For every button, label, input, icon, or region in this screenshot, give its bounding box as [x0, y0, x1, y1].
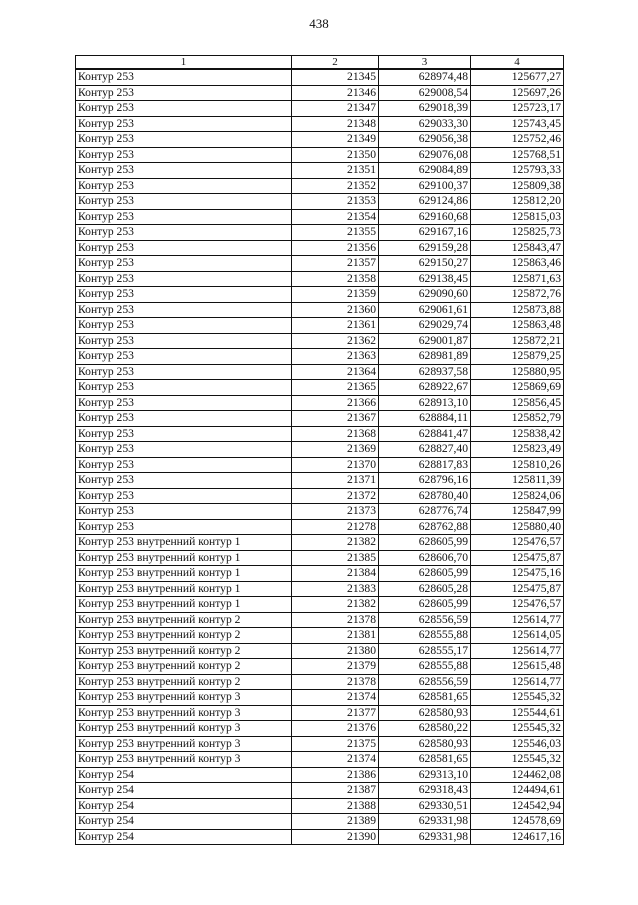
- column-header-4: 4: [471, 56, 564, 70]
- table-row: [76, 705, 564, 721]
- x-coordinate-cell: 628884,11: [379, 411, 471, 427]
- x-coordinate-cell: 628606,70: [379, 550, 471, 566]
- point-number-cell: 21380: [292, 643, 379, 659]
- table-row: [76, 581, 564, 597]
- y-coordinate-cell: 125476,57: [471, 597, 564, 613]
- point-number-cell: 21375: [292, 736, 379, 752]
- point-number-cell: 21353: [292, 194, 379, 210]
- contour-name-cell: Контур 253 внутренний контур 3: [76, 705, 292, 721]
- contour-name-cell: Контур 253 внутренний контур 3: [76, 721, 292, 737]
- table-row: [76, 194, 564, 210]
- y-coordinate-cell: 125856,45: [471, 395, 564, 411]
- point-number-cell: 21352: [292, 178, 379, 194]
- x-coordinate-cell: 628605,99: [379, 566, 471, 582]
- y-coordinate-cell: 125869,69: [471, 380, 564, 396]
- x-coordinate-cell: 628580,93: [379, 736, 471, 752]
- table-row: [76, 380, 564, 396]
- table-row: [76, 798, 564, 814]
- contour-name-cell: Контур 253: [76, 457, 292, 473]
- x-coordinate-cell: 628581,65: [379, 690, 471, 706]
- contour-name-cell: Контур 253 внутренний контур 3: [76, 736, 292, 752]
- table-row: [76, 256, 564, 272]
- table-row: [76, 395, 564, 411]
- point-number-cell: 21386: [292, 767, 379, 783]
- y-coordinate-cell: 125880,95: [471, 364, 564, 380]
- x-coordinate-cell: 629061,61: [379, 302, 471, 318]
- y-coordinate-cell: 124542,94: [471, 798, 564, 814]
- y-coordinate-cell: 125545,32: [471, 752, 564, 768]
- y-coordinate-cell: 124462,08: [471, 767, 564, 783]
- x-coordinate-cell: 629018,39: [379, 101, 471, 117]
- table-row: [76, 225, 564, 241]
- contour-name-cell: Контур 253: [76, 504, 292, 520]
- table-row: [76, 628, 564, 644]
- point-number-cell: 21346: [292, 85, 379, 101]
- y-coordinate-cell: 125723,17: [471, 101, 564, 117]
- x-coordinate-cell: 628555,17: [379, 643, 471, 659]
- y-coordinate-cell: 125793,33: [471, 163, 564, 179]
- contour-name-cell: Контур 253: [76, 411, 292, 427]
- contour-name-cell: Контур 253: [76, 209, 292, 225]
- y-coordinate-cell: 125863,46: [471, 256, 564, 272]
- y-coordinate-cell: 125614,77: [471, 674, 564, 690]
- point-number-cell: 21360: [292, 302, 379, 318]
- y-coordinate-cell: 125546,03: [471, 736, 564, 752]
- y-coordinate-cell: 125677,27: [471, 69, 564, 85]
- x-coordinate-cell: 629138,45: [379, 271, 471, 287]
- table-row: [76, 457, 564, 473]
- contour-name-cell: Контур 253: [76, 178, 292, 194]
- table-body: [76, 69, 564, 845]
- x-coordinate-cell: 628581,65: [379, 752, 471, 768]
- point-number-cell: 21366: [292, 395, 379, 411]
- contour-name-cell: Контур 254: [76, 767, 292, 783]
- x-coordinate-cell: 628913,10: [379, 395, 471, 411]
- point-number-cell: 21376: [292, 721, 379, 737]
- x-coordinate-cell: 628605,99: [379, 597, 471, 613]
- table-header: [76, 56, 564, 70]
- table-row: [76, 116, 564, 132]
- table-row: [76, 349, 564, 365]
- y-coordinate-cell: 125812,20: [471, 194, 564, 210]
- point-number-cell: 21388: [292, 798, 379, 814]
- point-number-cell: 21379: [292, 659, 379, 675]
- point-number-cell: 21358: [292, 271, 379, 287]
- x-coordinate-cell: 629029,74: [379, 318, 471, 334]
- contour-name-cell: Контур 253: [76, 256, 292, 272]
- y-coordinate-cell: 124494,61: [471, 783, 564, 799]
- x-coordinate-cell: 628605,28: [379, 581, 471, 597]
- point-number-cell: 21364: [292, 364, 379, 380]
- point-number-cell: 21374: [292, 690, 379, 706]
- point-number-cell: 21390: [292, 829, 379, 845]
- x-coordinate-cell: 629159,28: [379, 240, 471, 256]
- point-number-cell: 21347: [292, 101, 379, 117]
- x-coordinate-cell: 628555,88: [379, 659, 471, 675]
- contour-name-cell: Контур 253: [76, 163, 292, 179]
- x-coordinate-cell: 629330,51: [379, 798, 471, 814]
- table-row: [76, 519, 564, 535]
- x-coordinate-cell: 628762,88: [379, 519, 471, 535]
- point-number-cell: 21361: [292, 318, 379, 334]
- contour-name-cell: Контур 253: [76, 69, 292, 85]
- table-row: [76, 736, 564, 752]
- coordinates-table: [75, 55, 564, 845]
- point-number-cell: 21389: [292, 814, 379, 830]
- point-number-cell: 21368: [292, 426, 379, 442]
- y-coordinate-cell: 125810,26: [471, 457, 564, 473]
- table-row: [76, 767, 564, 783]
- table-row: [76, 659, 564, 675]
- table-row: [76, 163, 564, 179]
- y-coordinate-cell: 125545,32: [471, 690, 564, 706]
- contour-name-cell: Контур 253: [76, 473, 292, 489]
- table-row: [76, 271, 564, 287]
- x-coordinate-cell: 629167,16: [379, 225, 471, 241]
- x-coordinate-cell: 629008,54: [379, 85, 471, 101]
- x-coordinate-cell: 628580,22: [379, 721, 471, 737]
- y-coordinate-cell: 125614,05: [471, 628, 564, 644]
- point-number-cell: 21363: [292, 349, 379, 365]
- x-coordinate-cell: 628580,93: [379, 705, 471, 721]
- x-coordinate-cell: 629076,08: [379, 147, 471, 163]
- x-coordinate-cell: 628841,47: [379, 426, 471, 442]
- point-number-cell: 21381: [292, 628, 379, 644]
- y-coordinate-cell: 125544,61: [471, 705, 564, 721]
- contour-name-cell: Контур 253: [76, 349, 292, 365]
- contour-name-cell: Контур 253 внутренний контур 3: [76, 752, 292, 768]
- table-row: [76, 287, 564, 303]
- x-coordinate-cell: 628974,48: [379, 69, 471, 85]
- table-row: [76, 721, 564, 737]
- y-coordinate-cell: 125838,42: [471, 426, 564, 442]
- contour-name-cell: Контур 254: [76, 783, 292, 799]
- contour-name-cell: Контур 253 внутренний контур 2: [76, 659, 292, 675]
- x-coordinate-cell: 629033,30: [379, 116, 471, 132]
- contour-name-cell: Контур 253 внутренний контур 1: [76, 535, 292, 551]
- contour-name-cell: Контур 254: [76, 814, 292, 830]
- table-row: [76, 674, 564, 690]
- table-row: [76, 566, 564, 582]
- y-coordinate-cell: 125615,48: [471, 659, 564, 675]
- point-number-cell: 21383: [292, 581, 379, 597]
- x-coordinate-cell: 628780,40: [379, 488, 471, 504]
- table-row: [76, 690, 564, 706]
- x-coordinate-cell: 628796,16: [379, 473, 471, 489]
- x-coordinate-cell: 629084,89: [379, 163, 471, 179]
- table-row: [76, 101, 564, 117]
- point-number-cell: 21372: [292, 488, 379, 504]
- contour-name-cell: Контур 253: [76, 318, 292, 334]
- point-number-cell: 21359: [292, 287, 379, 303]
- contour-name-cell: Контур 253 внутренний контур 1: [76, 566, 292, 582]
- contour-name-cell: Контур 253 внутренний контур 2: [76, 674, 292, 690]
- contour-name-cell: Контур 253: [76, 442, 292, 458]
- point-number-cell: 21367: [292, 411, 379, 427]
- x-coordinate-cell: 629318,43: [379, 783, 471, 799]
- x-coordinate-cell: 628776,74: [379, 504, 471, 520]
- contour-name-cell: Контур 253: [76, 147, 292, 163]
- x-coordinate-cell: 629331,98: [379, 814, 471, 830]
- x-coordinate-cell: 629331,98: [379, 829, 471, 845]
- point-number-cell: 21369: [292, 442, 379, 458]
- y-coordinate-cell: 125872,21: [471, 333, 564, 349]
- y-coordinate-cell: 125614,77: [471, 612, 564, 628]
- y-coordinate-cell: 125815,03: [471, 209, 564, 225]
- x-coordinate-cell: 629056,38: [379, 132, 471, 148]
- table-row: [76, 473, 564, 489]
- table-row: [76, 240, 564, 256]
- y-coordinate-cell: 125475,87: [471, 550, 564, 566]
- x-coordinate-cell: 628605,99: [379, 535, 471, 551]
- y-coordinate-cell: 124617,16: [471, 829, 564, 845]
- table-row: [76, 132, 564, 148]
- contour-name-cell: Контур 253: [76, 240, 292, 256]
- y-coordinate-cell: 125614,77: [471, 643, 564, 659]
- y-coordinate-cell: 125847,99: [471, 504, 564, 520]
- y-coordinate-cell: 125697,26: [471, 85, 564, 101]
- header-row: [76, 56, 564, 70]
- point-number-cell: 21348: [292, 116, 379, 132]
- point-number-cell: 21378: [292, 612, 379, 628]
- contour-name-cell: Контур 253: [76, 395, 292, 411]
- point-number-cell: 21373: [292, 504, 379, 520]
- contour-name-cell: Контур 253: [76, 488, 292, 504]
- contour-name-cell: Контур 254: [76, 829, 292, 845]
- contour-name-cell: Контур 253: [76, 364, 292, 380]
- contour-name-cell: Контур 253: [76, 101, 292, 117]
- x-coordinate-cell: 628556,59: [379, 674, 471, 690]
- point-number-cell: 21378: [292, 674, 379, 690]
- x-coordinate-cell: 629090,60: [379, 287, 471, 303]
- point-number-cell: 21382: [292, 597, 379, 613]
- contour-name-cell: Контур 253: [76, 426, 292, 442]
- y-coordinate-cell: 125825,73: [471, 225, 564, 241]
- x-coordinate-cell: 629001,87: [379, 333, 471, 349]
- x-coordinate-cell: 629160,68: [379, 209, 471, 225]
- x-coordinate-cell: 628817,83: [379, 457, 471, 473]
- contour-name-cell: Контур 253: [76, 225, 292, 241]
- point-number-cell: 21384: [292, 566, 379, 582]
- contour-name-cell: Контур 253 внутренний контур 2: [76, 643, 292, 659]
- y-coordinate-cell: 125872,76: [471, 287, 564, 303]
- contour-name-cell: Контур 254: [76, 798, 292, 814]
- column-header-1: 1: [76, 56, 292, 70]
- table-row: [76, 69, 564, 85]
- point-number-cell: 21345: [292, 69, 379, 85]
- point-number-cell: 21356: [292, 240, 379, 256]
- point-number-cell: 21349: [292, 132, 379, 148]
- y-coordinate-cell: 125852,79: [471, 411, 564, 427]
- table-row: [76, 318, 564, 334]
- table-row: [76, 302, 564, 318]
- point-number-cell: 21354: [292, 209, 379, 225]
- column-header-3: 3: [379, 56, 471, 70]
- y-coordinate-cell: 125879,25: [471, 349, 564, 365]
- table-row: [76, 829, 564, 845]
- table-row: [76, 783, 564, 799]
- table-row: [76, 597, 564, 613]
- point-number-cell: 21387: [292, 783, 379, 799]
- point-number-cell: 21362: [292, 333, 379, 349]
- y-coordinate-cell: 125843,47: [471, 240, 564, 256]
- y-coordinate-cell: 125873,88: [471, 302, 564, 318]
- point-number-cell: 21365: [292, 380, 379, 396]
- y-coordinate-cell: 125880,40: [471, 519, 564, 535]
- contour-name-cell: Контур 253 внутренний контур 1: [76, 550, 292, 566]
- contour-name-cell: Контур 253 внутренний контур 3: [76, 690, 292, 706]
- x-coordinate-cell: 628555,88: [379, 628, 471, 644]
- x-coordinate-cell: 629150,27: [379, 256, 471, 272]
- contour-name-cell: Контур 253 внутренний контур 1: [76, 597, 292, 613]
- contour-name-cell: Контур 253: [76, 194, 292, 210]
- table-row: [76, 411, 564, 427]
- y-coordinate-cell: 125824,06: [471, 488, 564, 504]
- contour-name-cell: Контур 253 внутренний контур 2: [76, 612, 292, 628]
- x-coordinate-cell: 628556,59: [379, 612, 471, 628]
- x-coordinate-cell: 628981,89: [379, 349, 471, 365]
- point-number-cell: 21382: [292, 535, 379, 551]
- contour-name-cell: Контур 253: [76, 132, 292, 148]
- y-coordinate-cell: 125823,49: [471, 442, 564, 458]
- y-coordinate-cell: 124578,69: [471, 814, 564, 830]
- point-number-cell: 21357: [292, 256, 379, 272]
- point-number-cell: 21371: [292, 473, 379, 489]
- x-coordinate-cell: 628937,58: [379, 364, 471, 380]
- y-coordinate-cell: 125768,51: [471, 147, 564, 163]
- x-coordinate-cell: 628827,40: [379, 442, 471, 458]
- contour-name-cell: Контур 253 внутренний контур 2: [76, 628, 292, 644]
- table-row: [76, 504, 564, 520]
- y-coordinate-cell: 125863,48: [471, 318, 564, 334]
- contour-name-cell: Контур 253: [76, 287, 292, 303]
- table-row: [76, 147, 564, 163]
- table-row: [76, 643, 564, 659]
- y-coordinate-cell: 125811,39: [471, 473, 564, 489]
- y-coordinate-cell: 125871,63: [471, 271, 564, 287]
- table-row: [76, 814, 564, 830]
- table-row: [76, 209, 564, 225]
- contour-name-cell: Контур 253: [76, 380, 292, 396]
- contour-name-cell: Контур 253: [76, 519, 292, 535]
- table-row: [76, 426, 564, 442]
- table-row: [76, 178, 564, 194]
- contour-name-cell: Контур 253: [76, 116, 292, 132]
- point-number-cell: 21374: [292, 752, 379, 768]
- table-row: [76, 442, 564, 458]
- table-row: [76, 535, 564, 551]
- table-row: [76, 333, 564, 349]
- x-coordinate-cell: 629313,10: [379, 767, 471, 783]
- point-number-cell: 21278: [292, 519, 379, 535]
- y-coordinate-cell: 125475,87: [471, 581, 564, 597]
- point-number-cell: 21350: [292, 147, 379, 163]
- point-number-cell: 21355: [292, 225, 379, 241]
- contour-name-cell: Контур 253: [76, 85, 292, 101]
- contour-name-cell: Контур 253: [76, 302, 292, 318]
- table-row: [76, 752, 564, 768]
- table-row: [76, 612, 564, 628]
- y-coordinate-cell: 125743,45: [471, 116, 564, 132]
- table-row: [76, 488, 564, 504]
- contour-name-cell: Контур 253: [76, 271, 292, 287]
- page-number: 438: [309, 16, 329, 31]
- table-row: [76, 85, 564, 101]
- x-coordinate-cell: 629100,37: [379, 178, 471, 194]
- y-coordinate-cell: 125545,32: [471, 721, 564, 737]
- y-coordinate-cell: 125809,38: [471, 178, 564, 194]
- table-row: [76, 550, 564, 566]
- contour-name-cell: Контур 253 внутренний контур 1: [76, 581, 292, 597]
- x-coordinate-cell: 628922,67: [379, 380, 471, 396]
- y-coordinate-cell: 125752,46: [471, 132, 564, 148]
- column-header-2: 2: [292, 56, 379, 70]
- contour-name-cell: Контур 253: [76, 333, 292, 349]
- table-row: [76, 364, 564, 380]
- y-coordinate-cell: 125476,57: [471, 535, 564, 551]
- point-number-cell: 21377: [292, 705, 379, 721]
- point-number-cell: 21385: [292, 550, 379, 566]
- y-coordinate-cell: 125475,16: [471, 566, 564, 582]
- point-number-cell: 21370: [292, 457, 379, 473]
- x-coordinate-cell: 629124,86: [379, 194, 471, 210]
- point-number-cell: 21351: [292, 163, 379, 179]
